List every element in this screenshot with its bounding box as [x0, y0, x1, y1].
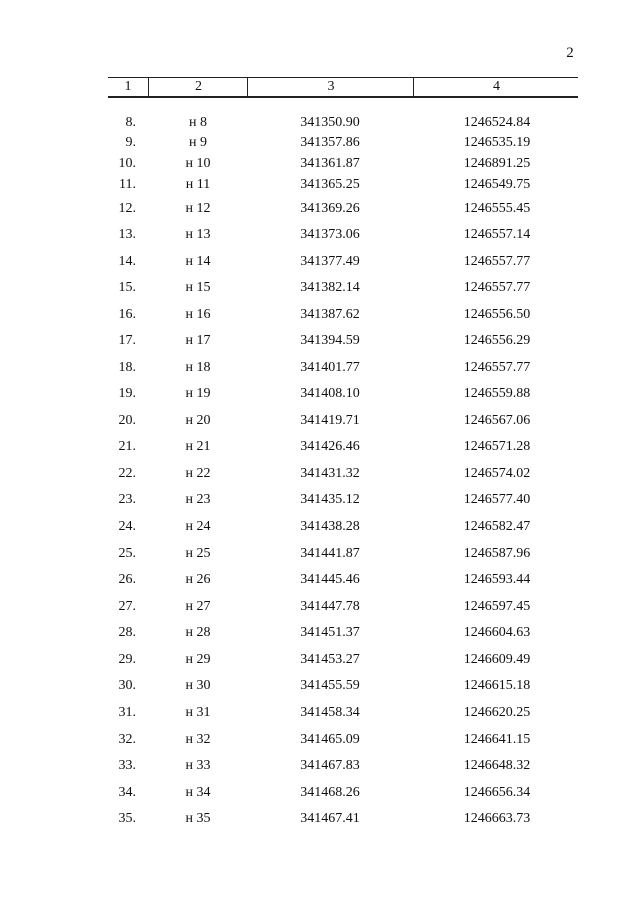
x-coordinate: 341458.34 [300, 705, 360, 720]
y-coordinate: 1246609.49 [463, 652, 531, 667]
y-coordinate: 1246557.14 [463, 227, 531, 242]
column-header-1: 1 [124, 79, 132, 94]
row-number: 11. [119, 177, 136, 192]
row-number: 35. [118, 811, 136, 826]
point-name: н 31 [185, 705, 211, 720]
y-coordinate: 1246557.77 [463, 360, 531, 375]
point-name: н 26 [185, 572, 211, 587]
table-row [0, 651, 640, 669]
x-coordinate: 341445.46 [300, 572, 360, 587]
table-row [0, 155, 640, 173]
point-name: н 27 [185, 599, 211, 614]
point-name: н 30 [185, 678, 211, 693]
row-number: 19. [118, 386, 136, 401]
row-number: 21. [118, 439, 136, 454]
point-name: н 29 [185, 652, 211, 667]
table-row [0, 598, 640, 616]
row-number: 16. [118, 307, 136, 322]
y-coordinate: 1246597.45 [463, 599, 531, 614]
row-number: 12. [118, 201, 136, 216]
page-number: 2 [566, 45, 574, 61]
column-header-2: 2 [148, 78, 248, 96]
y-coordinate: 1246648.32 [463, 758, 531, 773]
x-coordinate: 341438.28 [300, 519, 360, 534]
y-coordinate: 1246555.45 [463, 201, 531, 216]
y-coordinate: 1246663.73 [463, 811, 531, 826]
x-coordinate: 341447.78 [300, 599, 360, 614]
y-coordinate: 1246556.50 [463, 307, 531, 322]
table-row [0, 279, 640, 297]
x-coordinate: 341382.14 [300, 280, 360, 295]
table-row [0, 332, 640, 350]
x-coordinate: 341455.59 [300, 678, 360, 693]
table-row [0, 253, 640, 271]
table-row [0, 784, 640, 802]
y-coordinate: 1246891.25 [463, 156, 531, 171]
row-number: 29. [118, 652, 136, 667]
row-number: 17. [118, 333, 136, 348]
row-number: 22. [118, 466, 136, 481]
y-coordinate: 1246557.77 [463, 254, 531, 269]
point-name: н 12 [185, 201, 211, 216]
point-name: н 18 [185, 360, 211, 375]
row-number: 28. [118, 625, 136, 640]
table-row [0, 226, 640, 244]
y-coordinate: 1246577.40 [463, 492, 531, 507]
point-name: н 13 [185, 227, 211, 242]
x-coordinate: 341394.59 [300, 333, 360, 348]
row-number: 15. [118, 280, 136, 295]
x-coordinate: 341467.41 [300, 811, 360, 826]
x-coordinate: 341373.06 [300, 227, 360, 242]
table-row [0, 200, 640, 218]
row-number: 30. [118, 678, 136, 693]
y-coordinate: 1246571.28 [463, 439, 531, 454]
point-name: н 32 [185, 732, 211, 747]
row-number: 14. [118, 254, 136, 269]
x-coordinate: 341435.12 [300, 492, 360, 507]
table-row [0, 176, 640, 194]
table-row [0, 624, 640, 642]
point-name: н 14 [185, 254, 211, 269]
row-number: 27. [118, 599, 136, 614]
row-number: 8. [125, 115, 136, 130]
row-number: 20. [118, 413, 136, 428]
x-coordinate: 341408.10 [300, 386, 360, 401]
row-number: 23. [118, 492, 136, 507]
y-coordinate: 1246557.77 [463, 280, 531, 295]
row-number: 10. [118, 156, 136, 171]
y-coordinate: 1246615.18 [463, 678, 531, 693]
point-name: н 35 [185, 811, 211, 826]
y-coordinate: 1246620.25 [463, 705, 531, 720]
x-coordinate: 341377.49 [300, 254, 360, 269]
point-name: н 28 [185, 625, 211, 640]
y-coordinate: 1246641.15 [463, 732, 531, 747]
point-name: н 24 [185, 519, 211, 534]
y-coordinate: 1246656.34 [463, 785, 531, 800]
y-coordinate: 1246593.44 [463, 572, 531, 587]
point-name: н 34 [185, 785, 211, 800]
y-coordinate: 1246574.02 [463, 466, 531, 481]
x-coordinate: 341451.37 [300, 625, 360, 640]
x-coordinate: 341467.83 [300, 758, 360, 773]
x-coordinate: 341453.27 [300, 652, 360, 667]
x-coordinate: 341361.87 [300, 156, 360, 171]
x-coordinate: 341426.46 [300, 439, 360, 454]
x-coordinate: 341465.09 [300, 732, 360, 747]
point-name: н 8 [189, 115, 207, 130]
table-row [0, 677, 640, 695]
point-name: н 23 [185, 492, 211, 507]
table-row [0, 545, 640, 563]
point-name: н 22 [185, 466, 211, 481]
x-coordinate: 341441.87 [300, 546, 360, 561]
x-coordinate: 341357.86 [300, 135, 360, 150]
y-coordinate: 1246535.19 [463, 135, 531, 150]
point-name: н 33 [185, 758, 211, 773]
x-coordinate: 341468.26 [300, 785, 360, 800]
y-coordinate: 1246587.96 [463, 546, 531, 561]
x-coordinate: 341365.25 [300, 177, 360, 192]
point-name: н 10 [185, 156, 211, 171]
row-number: 25. [118, 546, 136, 561]
table-row [0, 438, 640, 456]
table-row [0, 571, 640, 589]
point-name: н 9 [189, 135, 207, 150]
point-name: н 17 [185, 333, 211, 348]
x-coordinate: 341401.77 [300, 360, 360, 375]
y-coordinate: 1246549.75 [463, 177, 531, 192]
y-coordinate: 1246559.88 [463, 386, 531, 401]
point-name: н 20 [185, 413, 211, 428]
y-coordinate: 1246567.06 [463, 413, 531, 428]
point-name: н 19 [185, 386, 211, 401]
row-number: 31. [118, 705, 136, 720]
column-header-4: 4 [413, 78, 579, 96]
column-header-3: 3 [247, 78, 414, 96]
table-row [0, 412, 640, 430]
table-row [0, 757, 640, 775]
table-row [0, 731, 640, 749]
row-number: 26. [118, 572, 136, 587]
y-coordinate: 1246604.63 [463, 625, 531, 640]
table-row [0, 114, 640, 132]
point-name: н 16 [185, 307, 211, 322]
table-row [0, 704, 640, 722]
row-number: 32. [118, 732, 136, 747]
table-row [0, 134, 640, 152]
y-coordinate: 1246582.47 [463, 519, 531, 534]
row-number: 24. [118, 519, 136, 534]
row-number: 9. [125, 135, 136, 150]
point-name: н 21 [185, 439, 211, 454]
point-name: н 25 [185, 546, 211, 561]
row-number: 18. [118, 360, 136, 375]
table-row [0, 810, 640, 828]
x-coordinate: 341387.62 [300, 307, 360, 322]
table-row [0, 359, 640, 377]
y-coordinate: 1246524.84 [463, 115, 531, 130]
x-coordinate: 341350.90 [300, 115, 360, 130]
table-row [0, 491, 640, 509]
row-number: 13. [118, 227, 136, 242]
point-name: н 11 [185, 177, 211, 192]
table-row [0, 465, 640, 483]
table-row [0, 306, 640, 324]
x-coordinate: 341369.26 [300, 201, 360, 216]
row-number: 33. [118, 758, 136, 773]
row-number: 34. [118, 785, 136, 800]
table-row [0, 518, 640, 536]
y-coordinate: 1246556.29 [463, 333, 531, 348]
x-coordinate: 341419.71 [300, 413, 360, 428]
table-row [0, 385, 640, 403]
point-name: н 15 [185, 280, 211, 295]
x-coordinate: 341431.32 [300, 466, 360, 481]
